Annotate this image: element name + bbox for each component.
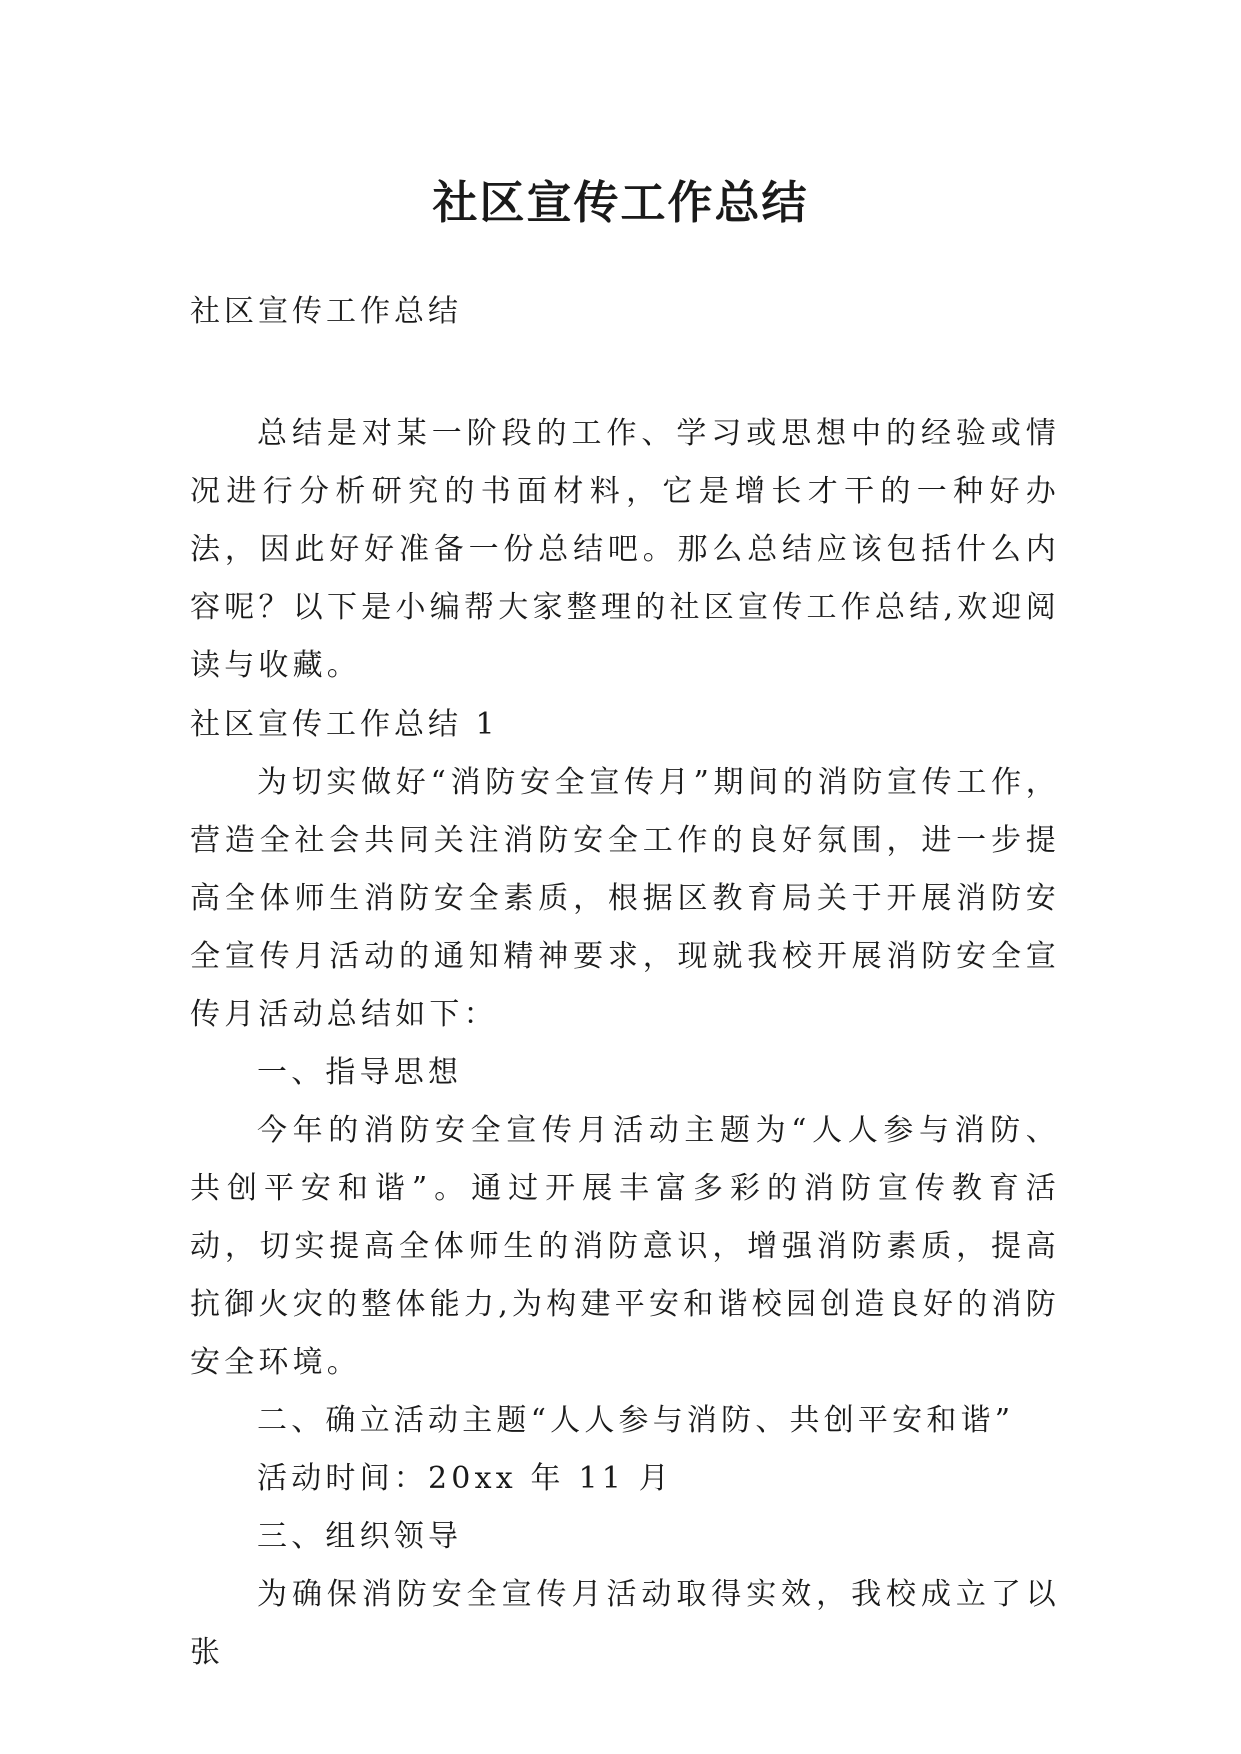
body-paragraph: 今年的消防安全宣传月活动主题为“人人参与消防、共创平安和谐”。通过开展丰富多彩的消防宣传教育活动，切实提高全体师生的消防意识，增强消防素质，提高抗御火灾的整体能力,为构建平安和谐校园创造良好的消防安全环境。 bbox=[190, 1113, 1060, 1380]
document-title: 社区宣传工作总结 bbox=[432, 176, 809, 230]
heading-organization: 三、组织领导 bbox=[257, 1519, 463, 1554]
intro-section bbox=[190, 405, 1060, 695]
document-subtitle: 社区宣传工作总结 bbox=[190, 294, 462, 329]
section-title: 社区宣传工作总结 1 bbox=[190, 707, 499, 742]
section-1 bbox=[190, 696, 1060, 1682]
body-paragraph: 为确保消防安全宣传月活动取得实效，我校成立了以张 bbox=[190, 1577, 1060, 1670]
intro-paragraph: 总结是对某一阶段的工作、学习或思想中的经验或情况进行分析研究的书面材料，它是增长才干的一种好办法，因此好好准备一份总结吧。那么总结应该包括什么内容呢？以下是小编帮大家整理的社区宣传工作总结,欢迎阅读与收藏。 bbox=[190, 416, 1060, 683]
heading-activity-theme: 二、确立活动主题“人人参与消防、共创平安和谐” bbox=[257, 1403, 1015, 1438]
body-paragraph: 为切实做好“消防安全宣传月”期间的消防宣传工作，营造全社会共同关注消防安全工作的良好氛围，进一步提高全体师生消防安全素质，根据区教育局关于开展消防安全宣传月活动的通知精神要求，现就我校开展消防安全宣传月活动总结如下： bbox=[190, 765, 1060, 1032]
activity-time: 活动时间：20xx 年 11 月 bbox=[257, 1461, 673, 1496]
heading-guiding-thought: 一、指导思想 bbox=[257, 1055, 463, 1090]
